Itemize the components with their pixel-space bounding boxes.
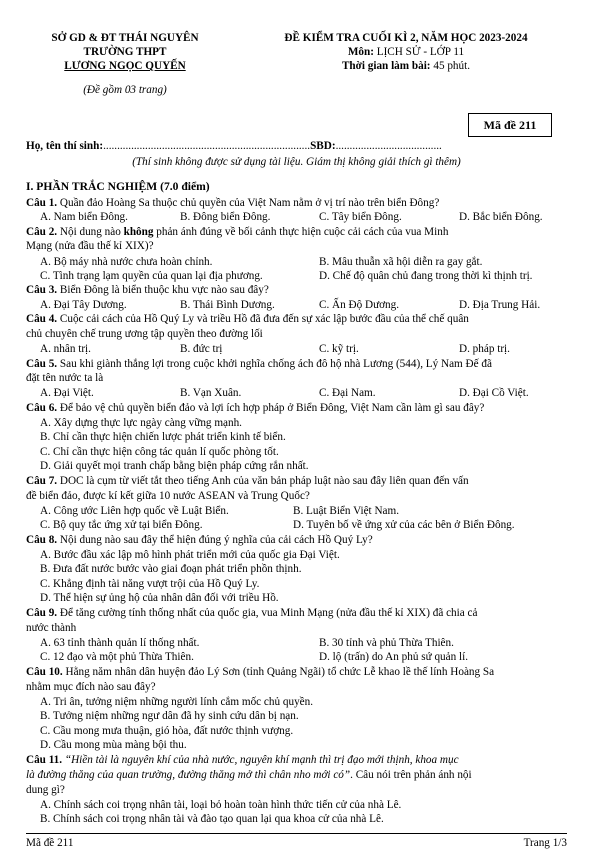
page-count-note: (Đề gồm 03 trang) [83, 84, 167, 96]
question-number: Câu 11. [26, 754, 63, 766]
question-number: Câu 3. [26, 284, 58, 296]
instructions: (Thí sinh không được sử dụng tài liệu. Giám thị không giải thích gì thêm) [132, 156, 461, 168]
q1-option-b[interactable]: B. Đông biển Đông. [180, 211, 271, 223]
q11-option-a[interactable]: A. Chính sách coi trọng nhân tài, loại bỏ hoàn toàn hình thức tiến cử của nhà Lê. [40, 799, 402, 811]
student-info-line [26, 140, 571, 153]
question-text: Sau khi giành thắng lợi trong cuộc khởi nghĩa chống ách đô hộ nhà Lương (544), Lý Nam Đế đã [59, 358, 492, 370]
time-value: 45 phút. [433, 60, 471, 72]
q5-option-d[interactable]: D. Đại Cồ Việt. [459, 387, 529, 399]
q6-option-c[interactable]: C. Chỉ cần thực hiện công tác quản lí quốc phòng tốt. [40, 446, 279, 458]
q11-option-b[interactable]: B. Chính sách coi trọng nhân tài và đào tạo quan lại qua khoa cử của nhà Lê. [40, 813, 384, 825]
question-8 [26, 534, 566, 547]
question-6 [26, 402, 566, 415]
sbd-dots: ...................................... [335, 140, 442, 152]
q10-option-a[interactable]: A. Tri ân, tưởng niệm những người lính cắm mốc chủ quyền. [40, 696, 314, 708]
q8-option-c[interactable]: C. Khẳng định tài năng vượt trội của Hồ Quý Ly. [40, 578, 260, 590]
question-9-line2: nước thành [26, 622, 77, 634]
question-10-line2: nhằm mục đích nào sau đây? [26, 681, 156, 693]
question-text: Biển Đông là biển thuộc khu vực nào sau đây? [59, 284, 269, 296]
name-label: Họ, tên thí sinh: [26, 140, 104, 152]
question-number: Câu 8. [26, 534, 58, 546]
question-number: Câu 5. [26, 358, 58, 370]
question-2-line2: Mạng (nửa đầu thế kỉ XIX)? [26, 240, 154, 252]
question-7 [26, 475, 566, 488]
question-4-line2: chủ chuyên chế trung ương tập quyền theo đường lối [26, 328, 263, 340]
school-type: TRƯỜNG THPT [83, 46, 167, 58]
q5-option-a[interactable]: A. Đại Việt. [40, 387, 94, 399]
question-7-line2: đề biển đảo, được kí kết giữa 10 nước ASEAN và Trung Quốc? [26, 490, 310, 502]
q3-option-c[interactable]: C. Ấn Độ Dương. [319, 299, 400, 311]
q5-option-b[interactable]: B. Vạn Xuân. [180, 387, 242, 399]
question-text: . Câu nói trên phản ánh nội [350, 769, 472, 781]
q6-option-b[interactable]: B. Chỉ cần thực hiện chiến lược phát triển kinh tế biển. [40, 431, 286, 443]
question-text: Nội dung nào [59, 226, 124, 238]
question-3 [26, 284, 566, 297]
footer-exam-code: Mã đề 211 [26, 837, 74, 849]
q4-option-c[interactable]: C. kỹ trị. [319, 343, 359, 355]
q9-option-b[interactable]: B. 30 tỉnh và phủ Thừa Thiên. [319, 637, 454, 649]
footer-divider [26, 833, 567, 834]
question-2 [26, 226, 566, 239]
question-number: Câu 2. [26, 226, 58, 238]
question-text: Quần đảo Hoàng Sa thuộc chủ quyền của Việt Nam nằm ở vị trí nào trên biển Đông? [59, 197, 440, 209]
q1-option-c[interactable]: C. Tây biển Đông. [319, 211, 402, 223]
q7-option-b[interactable]: B. Luật Biển Việt Nam. [293, 505, 400, 517]
subject-line [246, 46, 566, 59]
question-10 [26, 666, 566, 679]
question-4 [26, 313, 566, 326]
q8-option-a[interactable]: A. Bước đầu xác lập mô hình phát triển mới của quốc gia Đại Việt. [40, 549, 340, 561]
question-number: Câu 6. [26, 402, 58, 414]
question-11-line3: dung gì? [26, 784, 65, 796]
question-9 [26, 607, 566, 620]
question-5 [26, 358, 566, 371]
q8-option-b[interactable]: B. Đưa đất nước bước vào giai đoạn phát triển phồn thịnh. [40, 563, 302, 575]
question-text: Để tăng cường tính thống nhất của quốc gia, vua Minh Mạng (nửa đầu thế kỉ XIX) đã chia cả [59, 607, 478, 619]
q10-option-c[interactable]: C. Cầu mong mưa thuận, gió hòa, đất nước thịnh vượng. [40, 725, 294, 737]
sbd-label: SBD: [310, 140, 336, 152]
question-negation: không [123, 226, 154, 238]
school-name [40, 60, 210, 73]
q1-option-a[interactable]: A. Nam biển Đông. [40, 211, 128, 223]
q4-option-b[interactable]: B. đức trị [180, 343, 223, 355]
q2-option-a[interactable]: A. Bộ máy nhà nước chưa hoàn chỉnh. [40, 256, 213, 268]
q7-option-c[interactable]: C. Bộ quy tắc ứng xử tại biển Đông. [40, 519, 203, 531]
question-number: Câu 9. [26, 607, 58, 619]
question-text: Hằng năm nhân dân huyện đảo Lý Sơn (tỉnh Quảng Ngãi) tổ chức Lễ khao lề thế lính Hoàng Sa [65, 666, 495, 678]
q9-option-c[interactable]: C. 12 đạo và một phủ Thừa Thiên. [40, 651, 194, 663]
section-title: I. PHẦN TRẮC NGHIỆM (7.0 điểm) [26, 180, 210, 193]
q9-option-d[interactable]: D. lộ (trấn) do An phủ sứ quản lí. [319, 651, 468, 663]
question-text: Cuộc cải cách của Hồ Quý Ly và triều Hồ đã đưa đến sự xác lập bước đầu của thể chế quân [59, 313, 469, 325]
question-number: Câu 4. [26, 313, 58, 325]
time-label: Thời gian làm bài: [341, 60, 431, 72]
name-dots: .......................................................................... [103, 140, 311, 152]
question-number: Câu 10. [26, 666, 63, 678]
time-line [246, 60, 566, 73]
q3-option-d[interactable]: D. Địa Trung Hải. [459, 299, 541, 311]
q6-option-d[interactable]: D. Giải quyết mọi tranh chấp bằng biện pháp cứng rắn nhất. [40, 460, 309, 472]
q6-option-a[interactable]: A. Xây dựng thực lực ngày càng vững mạnh. [40, 417, 242, 429]
question-quote: “Hiền tài là nguyên khí của nhà nước, nguyên khí mạnh thì trị đạo mới thịnh, khoa mục [64, 754, 459, 766]
question-number: Câu 1. [26, 197, 58, 209]
exam-title: ĐỀ KIỂM TRA CUỐI KÌ 2, NĂM HỌC 2023-2024 [284, 32, 528, 44]
department-name: SỞ GD & ĐT THÁI NGUYÊN [51, 32, 199, 44]
q2-option-b[interactable]: B. Mâu thuẫn xã hội diễn ra gay gắt. [319, 256, 483, 268]
question-text-cont: phản ánh đúng về bối cảnh thực hiện cuộc cải cách của vua Minh [153, 226, 449, 238]
question-quote-cont: là đường thăng của quan trường, đường thăng mở thì chân nho mới có” [26, 769, 351, 781]
q2-option-d[interactable]: D. Chế độ quân chủ đang trong thời kì thịnh trị. [319, 270, 533, 282]
q4-option-d[interactable]: D. pháp trị. [459, 343, 510, 355]
exam-code-box: Mã đề 211 [468, 113, 552, 137]
q10-option-b[interactable]: B. Tưởng niệm những ngư dân đã hy sinh cứu dân bị nạn. [40, 710, 299, 722]
question-11 [26, 754, 566, 767]
q8-option-d[interactable]: D. Thể hiện sự ủng hộ của nhân dân đối với triều Hồ. [40, 592, 279, 604]
q5-option-c[interactable]: C. Đại Nam. [319, 387, 376, 399]
subject-label: Môn: [347, 46, 374, 58]
subject-value: LỊCH SỬ - LỚP 11 [376, 46, 465, 58]
question-11-line2 [26, 769, 566, 782]
question-text: Nội dung nào sau đây thể hiện đúng ý nghĩa của cải cách Hồ Quý Ly? [59, 534, 373, 546]
question-text: DOC là cụm từ viết tắt theo tiếng Anh của văn bản pháp luật nào sau đây liên quan đến vấn [59, 475, 469, 487]
question-text: Để bảo vệ chủ quyền biển đảo và lợi ích hợp pháp ở Biển Đông, Việt Nam cần làm gì sau đây? [59, 402, 485, 414]
q3-option-a[interactable]: A. Đại Tây Dương. [40, 299, 127, 311]
q1-option-d[interactable]: D. Bắc biển Đông. [459, 211, 543, 223]
school-name-text: LƯƠNG NGỌC QUYẾN [64, 60, 186, 72]
q7-option-a[interactable]: A. Công ước Liên hợp quốc về Luật Biển. [40, 505, 229, 517]
question-5-line2: đặt tên nước ta là [26, 372, 104, 384]
q4-option-a[interactable]: A. nhân trị. [40, 343, 91, 355]
footer-page-number: Trang 1/3 [523, 837, 567, 849]
q9-option-a[interactable]: A. 63 tỉnh thành quản lí thống nhất. [40, 637, 200, 649]
q7-option-d[interactable]: D. Tuyên bố về ứng xử của các bên ở Biển Đông. [293, 519, 515, 531]
question-number: Câu 7. [26, 475, 58, 487]
q3-option-b[interactable]: B. Thái Bình Dương. [180, 299, 275, 311]
q2-option-c[interactable]: C. Tình trạng lạm quyền của quan lại địa phương. [40, 270, 263, 282]
question-1 [26, 197, 566, 210]
q10-option-d[interactable]: D. Cầu mong mùa màng bội thu. [40, 739, 187, 751]
